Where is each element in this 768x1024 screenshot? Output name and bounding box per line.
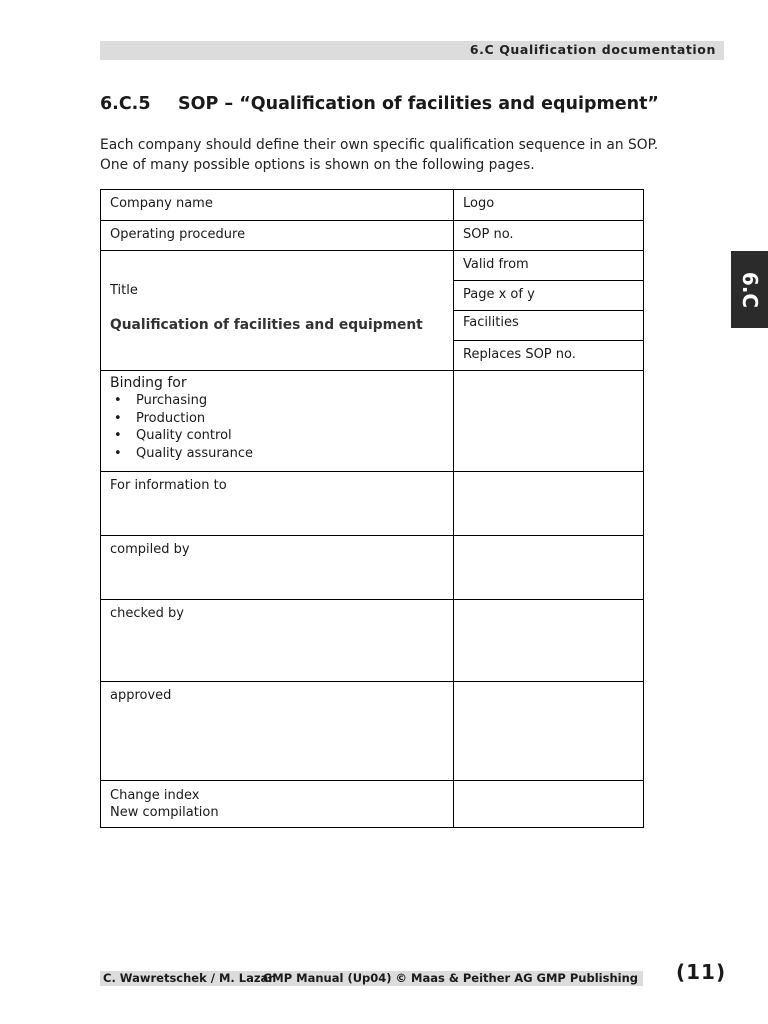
title-label: Title bbox=[110, 283, 138, 298]
new-compilation-label: New compilation bbox=[110, 805, 219, 820]
intro-line-2: One of many possible options is shown on the following pages. bbox=[100, 157, 535, 173]
title-cell bbox=[101, 251, 454, 371]
intro-line-1: Each company should define their own specific qualification sequence in an SOP. bbox=[100, 137, 659, 153]
footer-publication: GMP Manual (Up04) © Maas & Peither AG GMP Publishing bbox=[262, 971, 638, 985]
table-row bbox=[101, 781, 644, 828]
running-header-bar bbox=[100, 41, 724, 60]
binding-for-list bbox=[110, 392, 444, 462]
table-row bbox=[101, 536, 644, 600]
facilities-cell bbox=[454, 311, 644, 341]
footer-authors: C. Wawretschek / M. Lazar bbox=[103, 971, 274, 985]
approved-cell bbox=[101, 682, 454, 781]
page-count-label: Page x of y bbox=[463, 287, 535, 302]
change-index-cell bbox=[101, 781, 454, 828]
list-item bbox=[110, 427, 444, 445]
list-item bbox=[110, 445, 444, 463]
replaces-sop-cell bbox=[454, 341, 644, 371]
bullet-icon: • bbox=[114, 393, 122, 408]
table-row bbox=[101, 371, 644, 472]
table-row bbox=[101, 190, 644, 221]
bullet-icon: • bbox=[114, 410, 122, 426]
table-row bbox=[101, 682, 644, 781]
list-item bbox=[110, 410, 444, 428]
for-information-label: For information to bbox=[110, 478, 227, 493]
table-row bbox=[101, 472, 644, 536]
binding-item-label: Quality assurance bbox=[136, 445, 254, 461]
sop-no-cell bbox=[454, 221, 644, 251]
binding-for-cell bbox=[101, 371, 454, 472]
page-count-cell bbox=[454, 281, 644, 311]
operating-procedure-label: Operating procedure bbox=[110, 227, 246, 242]
checked-by-value-cell bbox=[454, 600, 644, 682]
list-item bbox=[110, 392, 444, 410]
change-index-value-cell bbox=[454, 781, 644, 828]
table-row bbox=[101, 221, 644, 251]
footer-bar bbox=[100, 971, 643, 986]
binding-item-label: Quality control bbox=[136, 428, 232, 443]
compiled-by-cell bbox=[101, 536, 454, 600]
section-heading bbox=[100, 94, 659, 114]
approved-label: approved bbox=[110, 688, 172, 703]
title-value: Qualification of facilities and equipment bbox=[110, 317, 423, 333]
table-row bbox=[101, 600, 644, 682]
binding-for-value-cell bbox=[454, 371, 644, 472]
checked-by-label: checked by bbox=[110, 606, 184, 621]
binding-item-label: Production bbox=[136, 410, 206, 426]
running-header-title: 6.C Qualification documentation bbox=[469, 42, 716, 57]
page-number: (11) bbox=[676, 960, 727, 984]
compiled-by-label: compiled by bbox=[110, 542, 190, 557]
checked-by-cell bbox=[101, 600, 454, 682]
bullet-icon: • bbox=[114, 428, 122, 443]
binding-for-label: Binding for bbox=[110, 375, 187, 391]
approved-value-cell bbox=[454, 682, 644, 781]
section-title: SOP – “Qualification of facilities and equipment” bbox=[178, 94, 659, 114]
bullet-icon: • bbox=[114, 445, 122, 461]
compiled-by-value-cell bbox=[454, 536, 644, 600]
logo-label: Logo bbox=[463, 196, 495, 211]
valid-from-label: Valid from bbox=[463, 257, 529, 272]
for-information-value-cell bbox=[454, 472, 644, 536]
sop-form-table bbox=[100, 189, 644, 828]
table-row bbox=[101, 251, 644, 281]
operating-procedure-cell bbox=[101, 221, 454, 251]
binding-item-label: Purchasing bbox=[136, 393, 208, 408]
company-name-label: Company name bbox=[110, 196, 213, 211]
company-name-cell bbox=[101, 190, 454, 221]
change-index-label: Change index bbox=[110, 788, 200, 803]
section-number: 6.C.5 bbox=[100, 94, 151, 114]
sop-no-label: SOP no. bbox=[463, 227, 514, 242]
intro-paragraph bbox=[100, 135, 660, 175]
section-side-tab-label: 6.C bbox=[737, 271, 762, 308]
logo-cell bbox=[454, 190, 644, 221]
section-side-tab bbox=[731, 251, 768, 328]
for-information-cell bbox=[101, 472, 454, 536]
facilities-label: Facilities bbox=[463, 315, 519, 330]
valid-from-cell bbox=[454, 251, 644, 281]
replaces-sop-label: Replaces SOP no. bbox=[463, 347, 576, 362]
